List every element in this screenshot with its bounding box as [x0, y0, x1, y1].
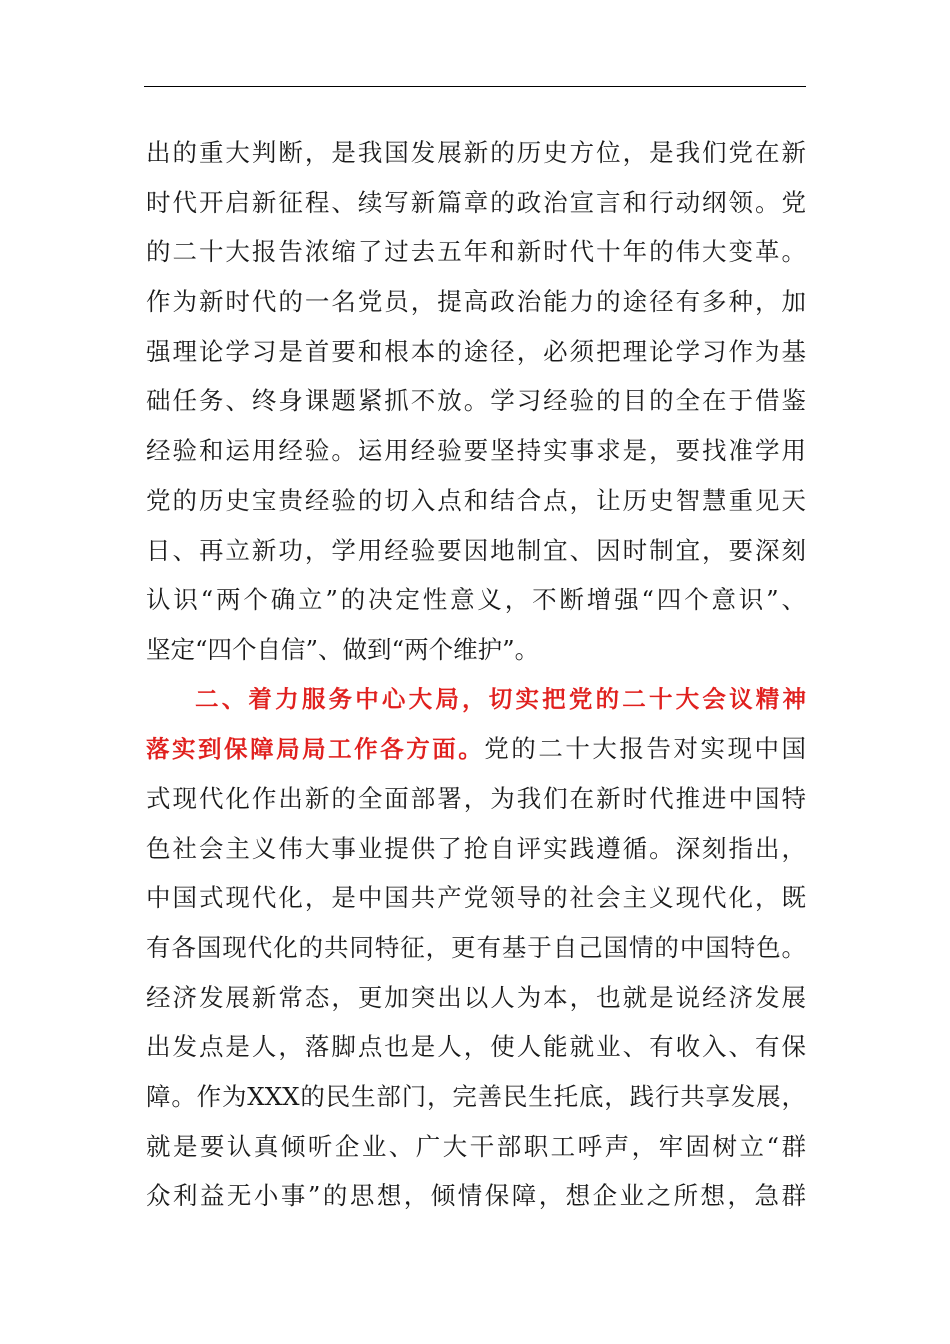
section-heading: 二、着力服务中心大局，切实把党的二十大会议精神 [195, 684, 806, 713]
paragraph-line: 障。作为XXX的民生部门，完善民生托底，践行共享发展， [146, 1082, 806, 1112]
section-heading-continued: 落实到保障局局工作各方面。 [146, 735, 485, 764]
paragraph-line: 认识“两个确立”的决定性意义，不断增强“四个意识”、 [146, 585, 806, 615]
header-rule [144, 86, 806, 87]
paragraph-line: 强理论学习是首要和根本的途径，必须把理论学习作为基 [146, 336, 806, 366]
paragraph-line: 作为新时代的一名党员，提高政治能力的途径有多种，加 [146, 287, 806, 317]
paragraph-line: 就是要认真倾听企业、广大干部职工呼声，牢固树立“群 [146, 1131, 806, 1161]
paragraph-line: 色社会主义伟大事业提供了抢自评实践遵循。深刻指出， [146, 833, 806, 863]
body-text [146, 128, 806, 1221]
paragraph-line: 众利益无小事”的思想，倾情保障，想企业之所想，急群 [146, 1181, 806, 1211]
heading-continuation-line [146, 724, 806, 774]
paragraph-line: 经验和运用经验。运用经验要坚持实事求是，要找准学用 [146, 436, 806, 466]
paragraph-text: 党的二十大报告对实现中国 [484, 734, 807, 764]
paragraph-line: 的二十大报告浓缩了过去五年和新时代十年的伟大变革。 [146, 237, 806, 267]
paragraph-line: 出的重大判断，是我国发展新的历史方位，是我们党在新 [146, 138, 806, 167]
paragraph-line: 日、再立新功，学用经验要因地制宜、因时制宜，要深刻 [146, 535, 806, 565]
paragraph-line: 中国式现代化，是中国共产党领导的社会主义现代化，既 [146, 883, 806, 913]
paragraph-line: 式现代化作出新的全面部署，为我们在新时代推进中国特 [146, 783, 806, 813]
paragraph-line: 础任务、终身课题紧抓不放。学习经验的目的全在于借鉴 [146, 386, 806, 416]
paragraph-line: 出发点是人，落脚点也是人，使人能就业、有收入、有保 [146, 1032, 806, 1062]
paragraph-line: 时代开启新征程、续写新篇章的政治宣言和行动纲领。党 [146, 187, 806, 217]
paragraph-line: 有各国现代化的共同特征，更有基于自己国情的中国特色。 [146, 933, 806, 962]
paragraph-line: 经济发展新常态，更加突出以人为本，也就是说经济发展 [146, 982, 806, 1012]
paragraph-line: 坚定“四个自信”、做到“两个维护”。 [146, 634, 540, 664]
paragraph-line: 党的历史宝贵经验的切入点和结合点，让历史智慧重见天 [146, 485, 806, 515]
